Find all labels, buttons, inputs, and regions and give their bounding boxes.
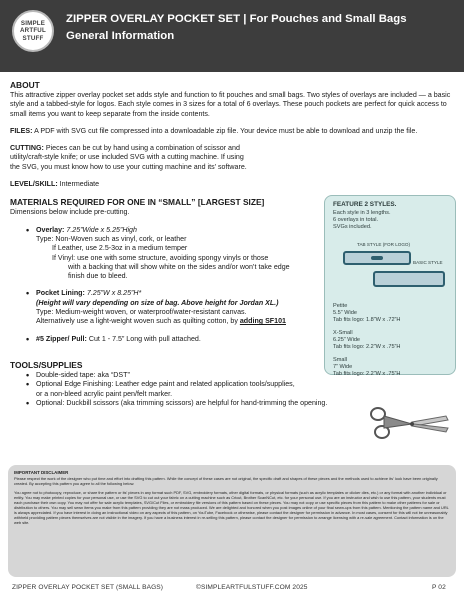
feature-line1: Each style in 3 lengths. xyxy=(333,210,391,216)
lining-alt-link[interactable]: adding SF101 xyxy=(239,317,286,326)
cutting-line2: utility/craft-style knife; or use included SVG with a cutting machine. If using xyxy=(10,153,244,162)
tools-item-dst: • Double-sided tape: aka “DST” xyxy=(24,371,456,380)
page-header xyxy=(0,0,464,72)
feature-line3: SVGs included. xyxy=(333,224,372,230)
disclaimer-para-2: You agree not to photocopy, reproduce, or share the pattern or its' pieces in any format such PDF, SVG, embroidery formats, other digital formats, or physical formats (such as acrylic templates or clicker dies, etc.) or any format with another individual or entity. You may make printed copies for your personal use, or use the SVG to cut out your fabric on a cutting machine such as Cricut, Brother ScanNCut, etc. for your personal use. If you are an instructor and wish to use this pattern, your students must each purchase their own copy. You may not offer for sale acrylic templates, SVG/Cut Files, or embroidery file versions of this pattern based on these pieces. You may not copy or use specific pieces from this pattern to make other patterns for sale or distribution to others. You may sell sewn items you make from this pattern providing they are not mass produced. We are delighted and honored when you post images online of your final sewn-ups from this pattern. Mentioning the pattern name and URL is always appreciated. If you have interest in doing an instructional video on any aspects of this pattern, on YouTube, Facebook or otherwise, please contact the designer for permission in advance. In most cases, consent for this will not be unreasonably withheld providing pattern pieces themselves are not visible in the imagery. If you have a business interest in re-selling this pattern, please contact the designer for permission to arrange licensing with a re-sale agreement. Contact information is on the web site. xyxy=(14,490,449,525)
materials-heading: MATERIALS REQUIRED FOR ONE IN “SMALL” [LARGEST SIZE] xyxy=(10,197,265,208)
xsmall-length: 6.25” Wide xyxy=(333,337,361,343)
brand-logo xyxy=(12,10,54,52)
logo-line1: SIMPLE xyxy=(20,19,46,27)
logo-line3: STUFF xyxy=(22,34,44,42)
page-subtitle: General Information xyxy=(66,30,175,42)
duckbill-scissors-icon xyxy=(368,398,452,446)
tab-style-label: TAB STYLE (FOR LOGO) xyxy=(357,242,411,247)
overlay-size: 7.25”Wide x 5.25”High xyxy=(66,225,137,234)
feature-title: FEATURE 2 STYLES. xyxy=(333,201,397,208)
small-length: 7” Wide xyxy=(333,364,353,370)
cutting-paragraph xyxy=(10,144,300,172)
small-tab: Tab fits logo: 2.2”W x .75”H xyxy=(333,371,401,377)
feature-box xyxy=(324,195,456,375)
cutting-label: CUTTING: xyxy=(10,144,44,153)
important-disclaimer xyxy=(8,465,456,577)
overlay-vinyl-2: with a backing that will show white on the sides and/or won’t take edge xyxy=(68,262,290,271)
tab-style-overlay-image xyxy=(343,251,411,265)
level-text: Intermediate xyxy=(59,180,100,189)
petite-length: 5.5” Wide xyxy=(333,310,357,316)
xsmall-tab: Tab fits logo: 2.2”W x .75”H xyxy=(333,344,401,350)
about-text: This attractive zipper overlay pocket set adds style and function to fit pouches and small bags. Two styles of overlays are included — a basic style and a tabbed-style for logos. Each style comes in 3 sizes for a total of 6 overlays. These pouch pockets are perfect for quick access to small items you want to keep separate from the inside contents. xyxy=(10,91,451,118)
logo-line2: ARTFUL xyxy=(20,27,46,35)
lining-size: 7.25”W x 8.25”H* xyxy=(86,289,142,298)
page-title: ZIPPER OVERLAY POCKET SET | For Pouches and Small Bags xyxy=(66,13,407,25)
lining-note: (Height will vary depending on size of bag. Above height for Jordan XL.) xyxy=(36,298,279,307)
footer-copyright: ©SIMPLEARTFULSTUFF.COM 2025 xyxy=(196,584,308,591)
overlay-vinyl-3: finish due to bleed. xyxy=(68,272,128,281)
tools-item-scissors: • Optional: Duckbill scissors (aka trimming scissors) are helpful for hand-trimming the opening. xyxy=(24,399,456,408)
lining-type: Type: Medium-weight woven, or waterproof/water-resistant canvas. xyxy=(36,308,247,317)
tools-item-edge: • Optional Edge Finishing: Leather edge paint and related application tools/supplies, xyxy=(24,380,456,389)
materials-subtext: Dimensions below include pre-cutting. xyxy=(10,208,130,217)
zipper-label: #5 Zipper/ Pull: xyxy=(36,334,87,343)
overlay-leather: If Leather, use 2.5-3oz in a medium temper xyxy=(52,244,188,253)
cutting-line1: Pieces can be cut by hand using a combination of scissor and xyxy=(45,144,240,153)
disclaimer-para-1: Please respect the work of the designer who put time and effort into drafting this pattern. While the concept of these cases are not original, the specific draft and shapes of these pieces and the methods used to achieve its' look have been originally created. By accepting this pattern you agree to all the following below. xyxy=(14,476,438,486)
overlay-vinyl-1: If Vinyl: use one with some structure, avoiding spongy vinyls or those xyxy=(52,253,269,262)
footer-page-number: P 02 xyxy=(432,584,446,591)
files-label: FILES: xyxy=(10,126,33,135)
footer-doc-title: ZIPPER OVERLAY POCKET SET (SMALL BAGS) xyxy=(12,584,164,591)
basic-style-overlay-image xyxy=(373,271,445,287)
overlay-styles-illustration xyxy=(333,241,449,297)
files-paragraph xyxy=(10,127,456,136)
basic-style-label: BASIC STYLE xyxy=(413,260,443,265)
overlay-label: Overlay: xyxy=(36,225,65,234)
level-label: LEVEL/SKILL: xyxy=(10,180,58,189)
small-title: Small xyxy=(333,357,347,363)
lining-label: Pocket Lining: xyxy=(36,289,85,298)
tools-heading: TOOLS/SUPPLIES xyxy=(10,359,83,370)
level-paragraph xyxy=(10,180,456,189)
petite-tab: Tab fits logo: 1.8”W x .72”H xyxy=(333,317,401,323)
about-heading: ABOUT xyxy=(10,80,40,90)
feature-line2: 6 overlays in total. xyxy=(333,217,379,223)
lining-alt-text: Alternatively use a light-weight woven such as quilting cotton, by xyxy=(36,317,240,326)
zipper-text: Cut 1 - 7.5” Long with pull attached. xyxy=(88,334,201,343)
petite-title: Petite xyxy=(333,303,348,309)
overlay-type: Type: Non-Woven such as vinyl, cork, or leather xyxy=(36,234,187,243)
tools-item-edge-cont: or a non-bleed acrylic paint pen/felt marker. xyxy=(36,389,173,398)
cutting-line3: the SVG, you must know how to use your cutting machine and its' software. xyxy=(10,162,247,171)
xsmall-title: X-Small xyxy=(333,330,353,336)
files-text: A PDF with SVG cut file compressed into a downloadable zip file. Your device must be able to download and unzip the file. xyxy=(34,126,418,135)
disclaimer-title: IMPORTANT DISCLAIMER xyxy=(14,470,69,475)
